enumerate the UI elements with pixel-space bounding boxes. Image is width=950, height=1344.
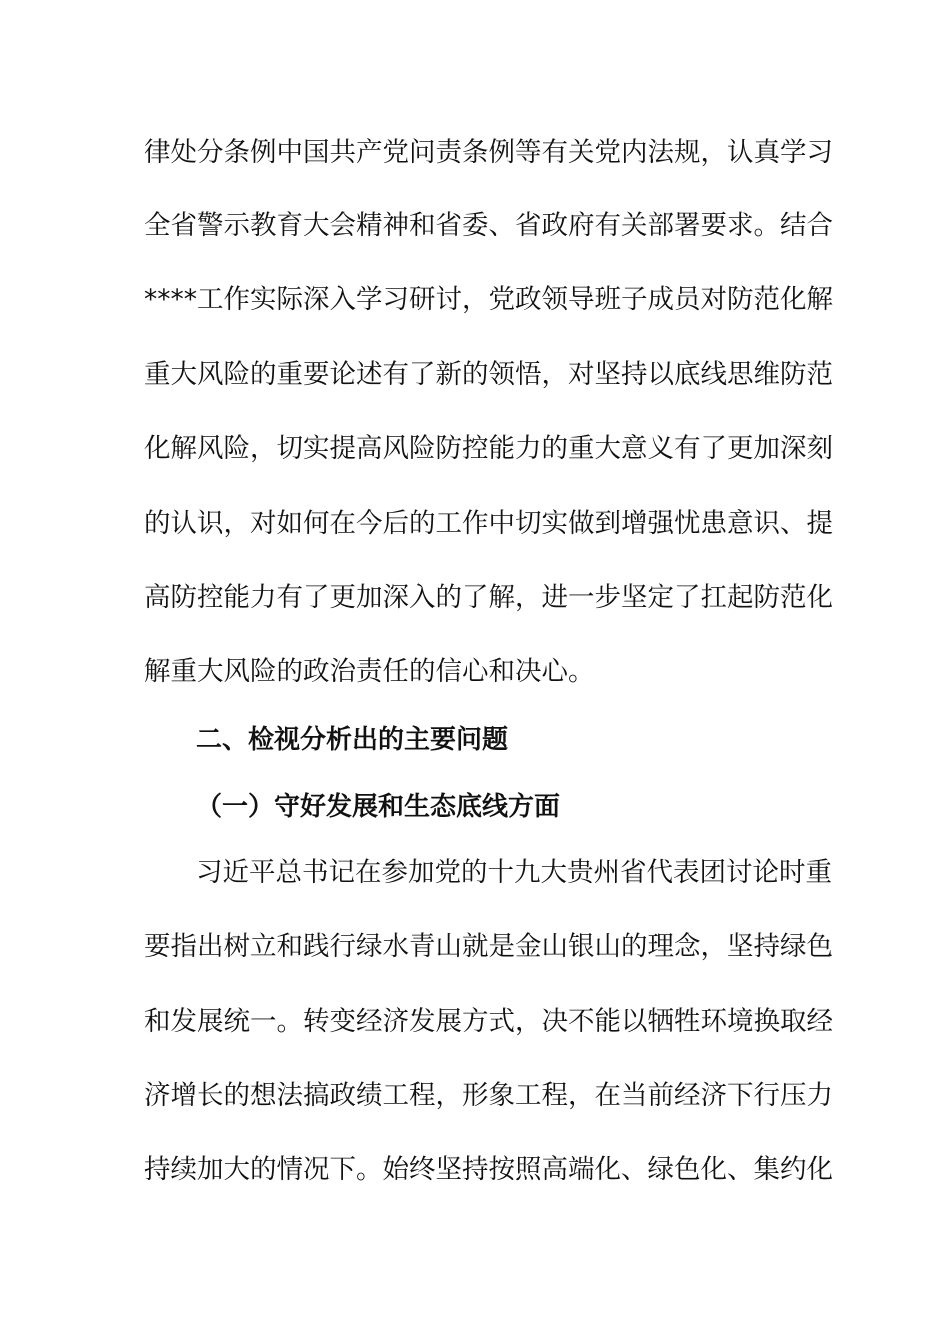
section-heading: 二、检视分析出的主要问题 [196,725,509,755]
paragraph-2-line-5: 持续加大的情况下。始终坚持按照高端化、绿色化、集约化 [144,1154,833,1185]
paragraph-2-line-4: 济增长的想法搞政绩工程，形象工程，在当前经济下行压力 [144,1080,833,1111]
paragraph-1-line-6: 的认识，对如何在今后的工作中切实做到增强忧患意识、提 [144,508,833,539]
paragraph-2-line-2: 要指出树立和践行绿水青山就是金山银山的理念，坚持绿色 [144,931,833,962]
paragraph-1-line-3: ****工作实际深入学习研讨，党政领导班子成员对防范化解 [144,284,833,315]
paragraph-2-line-3: 和发展统一。转变经济发展方式，决不能以牺牲环境换取经 [144,1006,833,1037]
subsection-heading: （一）守好发展和生态底线方面 [196,792,561,822]
paragraph-1-line-2: 全省警示教育大会精神和省委、省政府有关部署要求。结合 [144,210,833,241]
paragraph-1-line-8: 解重大风险的政治责任的信心和决心。 [144,656,595,687]
paragraph-1-line-5: 化解风险，切实提高风险防控能力的重大意义有了更加深刻 [144,433,833,464]
paragraph-1-line-7: 高防控能力有了更加深入的了解，进一步坚定了扛起防范化 [144,582,833,613]
paragraph-1-line-4: 重大风险的重要论述有了新的领悟，对坚持以底线思维防范 [144,359,833,390]
paragraph-2-line-1: 习近平总书记在参加党的十九大贵州省代表团讨论时重 [196,857,832,888]
paragraph-1-line-1: 律处分条例中国共产党问责条例等有关党内法规，认真学习 [144,137,833,168]
